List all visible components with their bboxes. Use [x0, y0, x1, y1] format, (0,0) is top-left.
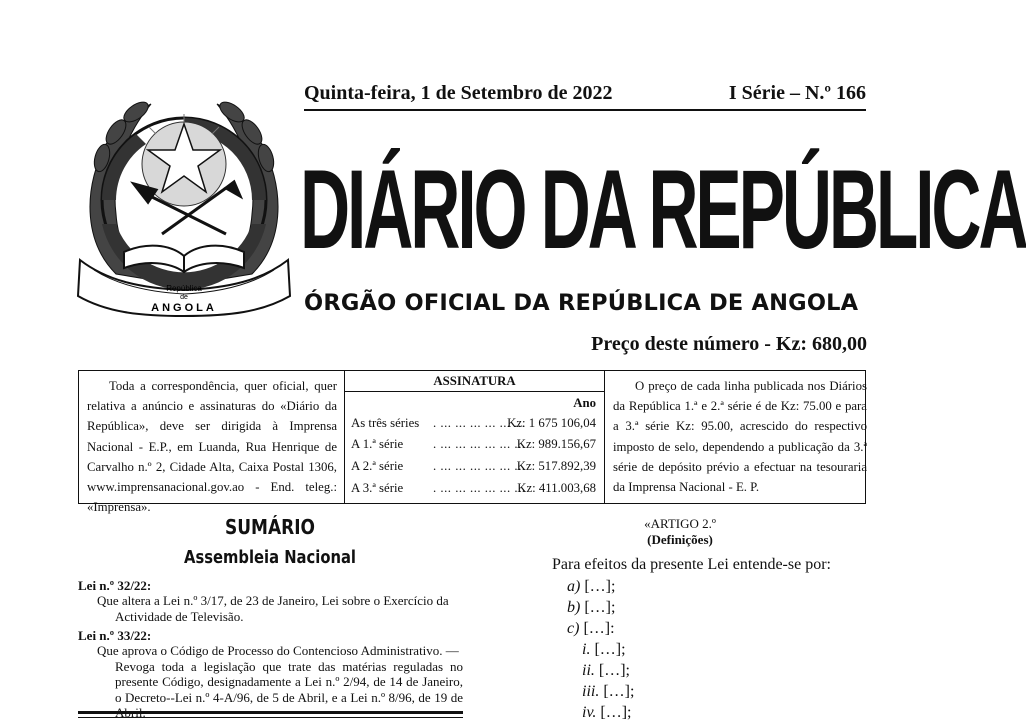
law-description-continuation: Revoga toda a legislação que trate das matérias reguladas no presente Código, designadamente a Lei n.º 2/94, de 14 de Janeiro, o Decreto--Lei n.º 4-A/96, de 5 de Abril, e a Lei n.º 8/96, de 19 de Abril. [115, 658, 463, 720]
article-subheading: (Definições) [647, 532, 713, 547]
subscription-row [351, 416, 596, 436]
law-description [97, 643, 463, 721]
article-item [567, 599, 615, 617]
emblem-bottom-text: ANGOLA [151, 302, 217, 314]
article-item-text: […]; [584, 578, 616, 595]
summary-title: SUMÁRIO [225, 515, 315, 539]
subscription-row-label: A 2.ª série [351, 459, 404, 473]
article-subitem-marker: iii. [582, 683, 600, 700]
article-subitem-marker: ii. [582, 662, 595, 679]
subscription-row-label: As três séries [351, 416, 420, 430]
article-item-text: […]; [584, 599, 616, 616]
correspondence-text: Toda a correspondência, quer oficial, quer relativa a anúncio e assinaturas do «Diário da República», deve ser dirigida à Imprensa Nacional - E.P., em Luanda, Rua Henrique de Carvalho n.º 2, Cidade Alta, Caixa Postal 1306, www.imprensanacional.gov.ao - End. teleg.: «Imprensa». [87, 379, 337, 515]
issue-date: Quinta-feira, 1 de Setembro de 2022 [304, 82, 613, 104]
article-subitem [582, 683, 634, 701]
law-description-continuation: Actividade de Televisão. [115, 608, 244, 624]
masthead-subtitle: ÓRGÃO OFICIAL DA REPÚBLICA DE ANGOLA [304, 290, 859, 316]
subscription-row-dots: . ... ... ... ... ... ... [433, 416, 526, 430]
subscription-row-dots: . ... ... ... ... ... ... [433, 437, 526, 451]
article-subitem-marker: iv. [582, 704, 597, 721]
masthead-title: DIÁRIO DA REPÚBLICA [300, 147, 1026, 272]
issue-number: I Série – N.º 166 [728, 82, 866, 104]
issue-header [304, 82, 866, 112]
summary-section: Assembleia Nacional [184, 547, 356, 568]
subscription-row-value: Kz: 989.156,67 [516, 437, 596, 451]
article-subitem-text: […]; [600, 704, 632, 721]
article-subitem [582, 704, 631, 722]
pricing-column [605, 371, 867, 503]
subscription-row-value: Kz: 1 675 106,04 [507, 416, 596, 430]
issue-price: Preço deste número - Kz: 680,00 [591, 333, 867, 355]
law-number: Lei n.º 33/22: [78, 628, 152, 643]
article-item-marker: a) [567, 578, 581, 595]
subscription-row [351, 459, 596, 479]
subscription-row-value: Kz: 411.003,68 [517, 481, 596, 495]
emblem-middle-text: de [180, 294, 188, 301]
subscription-row [351, 437, 596, 457]
article-subitem-text: […]; [603, 683, 635, 700]
article-subitem-text: […]; [594, 641, 626, 658]
law-description [97, 593, 463, 624]
law-description-line: Que aprova o Código de Processo do Contencioso Administrativo. — [97, 643, 459, 658]
article-item-marker: c) [567, 620, 580, 637]
subscription-row-value: Kz: 517.892,39 [516, 459, 596, 473]
article-subitem [582, 641, 626, 659]
subscription-row-label: A 3.ª série [351, 481, 404, 495]
article-item-marker: b) [567, 599, 581, 616]
subscription-row-label: A 1.ª série [351, 437, 404, 451]
subscription-rule [345, 391, 604, 392]
article-subitem-marker: i. [582, 641, 591, 658]
article-heading: «ARTIGO 2.º [644, 516, 716, 531]
subscription-title: ASSINATURA [433, 374, 516, 388]
subscription-row-dots: . ... ... ... ... ... ... [433, 459, 526, 473]
article-intro: Para efeitos da presente Lei entende-se por: [552, 556, 831, 573]
law-description-line: Que altera a Lei n.º 3/17, de 23 de Janeiro, Lei sobre o Exercício da [97, 593, 449, 608]
subscription-row [351, 481, 596, 501]
correspondence-column [79, 371, 344, 515]
article-item [567, 578, 615, 596]
subscription-column [344, 371, 605, 503]
article-item [567, 620, 615, 638]
pricing-text: O preço de cada linha publicada nos Diários da República 1.ª e 2.ª série é de Kz: 75.00 e para a 3.ª série Kz: 95.00, acrescido do respectivo imposto de selo, dependendo a publicação da 3.ª série de depósito prévio a efectuar na tesouraria da Imprensa Nacional - E. P. [613, 379, 867, 495]
column-end-rule [78, 711, 463, 714]
article-subitem [582, 662, 630, 680]
info-box [78, 370, 867, 515]
angola-emblem [76, 84, 292, 320]
header-rule [304, 109, 866, 111]
law-number: Lei n.º 32/22: [78, 578, 152, 593]
article-subitem-text: […]; [598, 662, 630, 679]
subscription-row-dots: . ... ... ... ... ... ... [433, 481, 526, 495]
subscription-year-label: Ano [573, 396, 596, 410]
column-end-rule-thin [78, 717, 463, 718]
emblem-top-text: República [166, 284, 202, 293]
article-item-text: […]: [583, 620, 615, 637]
